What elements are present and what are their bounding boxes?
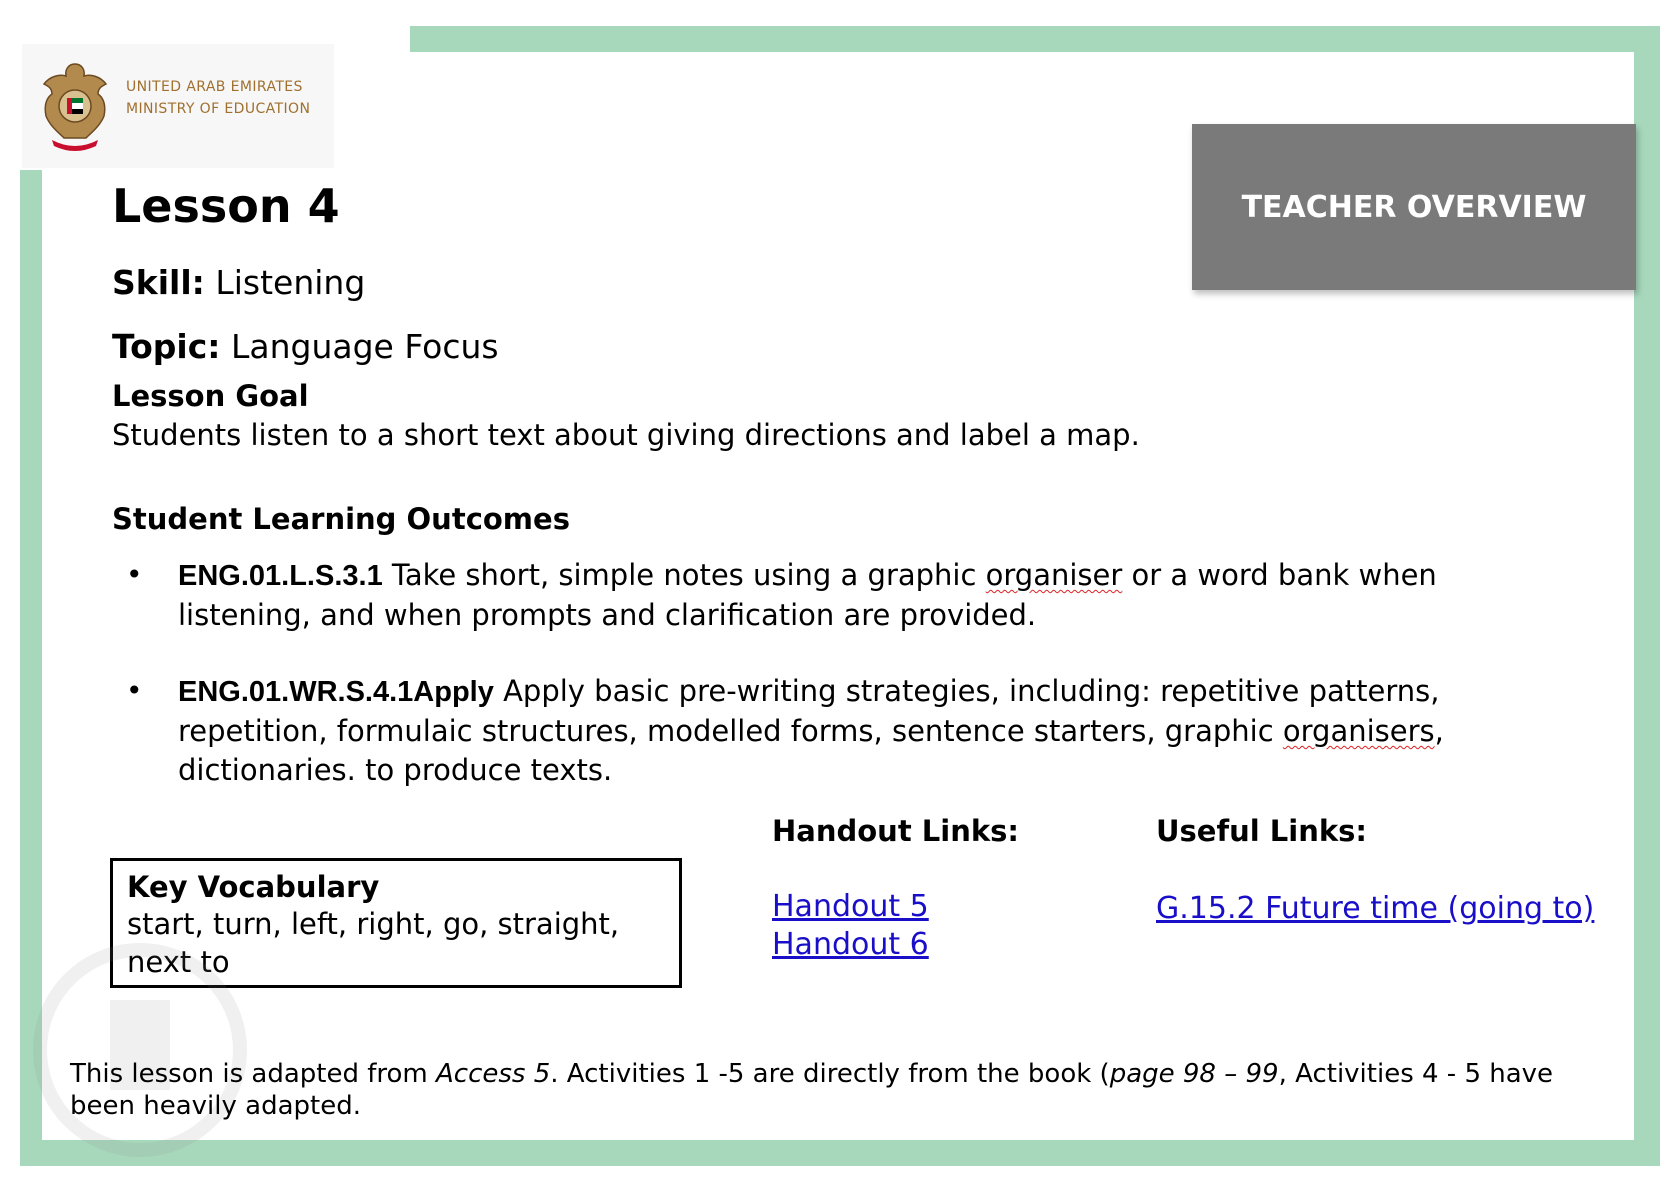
lesson-title: Lesson 4 bbox=[112, 179, 340, 233]
outcome-item bbox=[178, 672, 1538, 790]
key-vocabulary-heading: Key Vocabulary bbox=[127, 870, 380, 904]
outcome-text: Take short, simple notes using a graphic bbox=[382, 558, 986, 592]
lesson-goal-text: Students listen to a short text about giving directions and label a map. bbox=[112, 418, 1140, 452]
outcome-code: ENG.01.WR.S.4.1Apply bbox=[178, 676, 494, 708]
adaptation-note bbox=[70, 1058, 1610, 1122]
ministry-line-2: MINISTRY OF EDUCATION bbox=[126, 101, 311, 117]
skill-line bbox=[112, 262, 365, 304]
handout-links-heading: Handout Links: bbox=[772, 814, 1019, 848]
spellcheck-word: organisers bbox=[1282, 714, 1435, 748]
useful-links-heading: Useful Links: bbox=[1156, 814, 1367, 848]
book-title: Access 5 bbox=[436, 1059, 551, 1089]
topic-line bbox=[112, 326, 499, 368]
ministry-name bbox=[126, 76, 310, 120]
topic-value: Language Focus bbox=[231, 327, 499, 366]
topic-label: Topic: bbox=[112, 327, 221, 366]
outcome-item bbox=[178, 556, 1538, 635]
handout-6-link[interactable]: Handout 6 bbox=[772, 927, 929, 962]
outcome-text: Apply basic pre-writing strategies, including: repetitive patterns, repetition, formulaic structures, modelled forms, sentence starters, graphic bbox=[178, 674, 1440, 748]
bullet-icon: • bbox=[126, 558, 143, 591]
outcome-text: , dictionaries. to produce texts. bbox=[178, 714, 1444, 787]
lesson-goal-heading: Lesson Goal bbox=[112, 379, 309, 413]
teacher-overview-label: TEACHER OVERVIEW bbox=[1241, 189, 1587, 225]
skill-value: Listening bbox=[215, 263, 366, 302]
footer-text: , Activities 4 - 5 have been heavily adapted. bbox=[70, 1059, 1554, 1121]
watermark-graphic bbox=[10, 940, 270, 1160]
frame-top-border bbox=[410, 26, 1660, 52]
teacher-overview-badge bbox=[1192, 124, 1636, 290]
learning-outcomes-heading: Student Learning Outcomes bbox=[112, 502, 570, 536]
spellcheck-word: organiser bbox=[985, 558, 1123, 592]
key-vocabulary-words: start, turn, left, right, go, straight, next to bbox=[127, 907, 620, 979]
skill-label: Skill: bbox=[112, 263, 205, 302]
uae-emblem-icon bbox=[38, 60, 112, 152]
footer-text: This lesson is adapted from bbox=[70, 1059, 436, 1089]
grammar-future-time-link[interactable]: G.15.2 Future time (going to) bbox=[1156, 891, 1595, 926]
outcome-code: ENG.01.L.S.3.1 bbox=[178, 560, 383, 592]
ministry-line-1: UNITED ARAB EMIRATES bbox=[126, 79, 303, 95]
frame-right-border bbox=[1634, 26, 1660, 1166]
bullet-icon: • bbox=[126, 674, 143, 707]
outcome-text: or a word bank when listening, and when prompts and clarification are provided. bbox=[178, 558, 1437, 632]
handout-5-link[interactable]: Handout 5 bbox=[772, 889, 929, 924]
footer-text: . Activities 1 -5 are directly from the book ( bbox=[550, 1059, 1110, 1089]
page-range: page 98 – 99 bbox=[1109, 1059, 1279, 1089]
